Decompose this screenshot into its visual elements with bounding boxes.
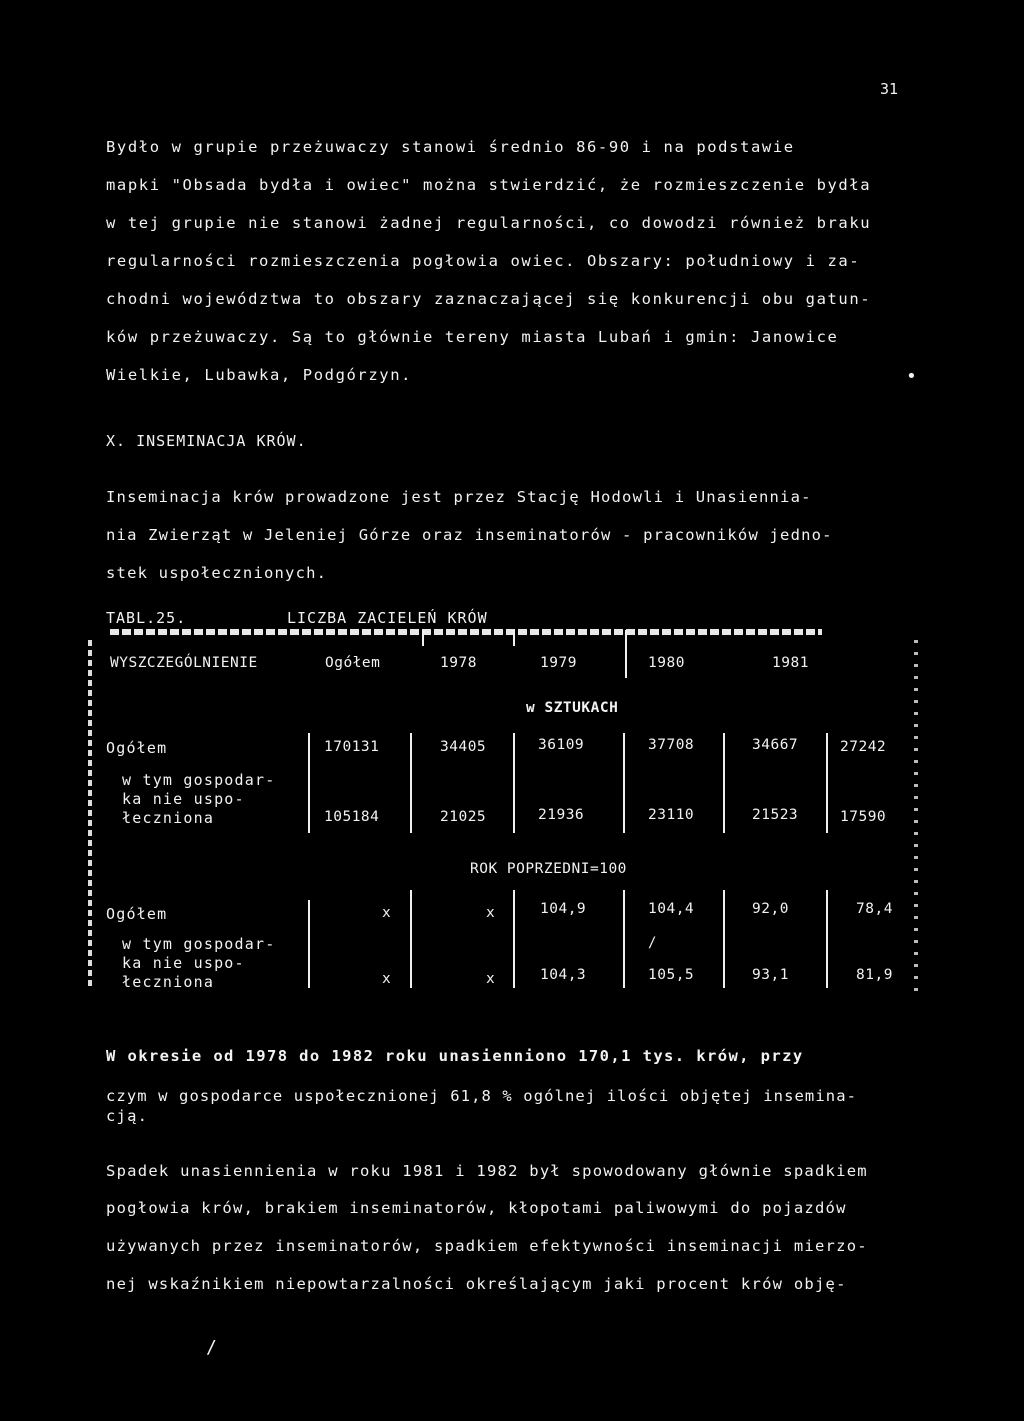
header-cell: Ogółem — [325, 655, 381, 671]
col-divider — [422, 630, 424, 646]
col-divider — [623, 890, 625, 988]
table-cell: 78,4 — [856, 901, 893, 917]
text-line: Bydło w grupie przeżuwaczy stanowi średnio 86-90 i na podstawie — [106, 138, 795, 156]
table-cell: 104,3 — [540, 967, 587, 983]
table-cell: x — [486, 971, 496, 987]
col-divider — [308, 900, 310, 988]
table-cell: 81,9 — [856, 967, 893, 983]
text-line: czym w gospodarce uspołecznionej 61,8 % ogólnej ilości objętej insemina- — [106, 1087, 858, 1105]
table-cell: 104,9 — [540, 901, 587, 917]
col-divider — [513, 630, 515, 646]
section-heading: X. INSEMINACJA KRÓW. — [106, 432, 307, 450]
row-label: Ogółem — [106, 739, 168, 757]
table-cell: 105184 — [324, 809, 380, 825]
table-cell: 34405 — [440, 739, 487, 755]
header-cell: 1980 — [648, 655, 685, 671]
col-divider — [513, 733, 515, 833]
text-line: ków przeżuwaczy. Są to głównie tereny miasta Lubań i gmin: Janowice — [106, 328, 839, 346]
table-cell: 37708 — [648, 737, 695, 753]
table-cell: 34667 — [752, 737, 799, 753]
header-cell: 1979 — [540, 655, 577, 671]
col-divider — [826, 890, 828, 988]
table-cell: x — [382, 971, 392, 987]
text-line: używanych przez inseminatorów, spadkiem efektywności inseminacji mierzo- — [106, 1237, 868, 1255]
col-divider — [410, 733, 412, 833]
row-label: łeczniona — [122, 973, 215, 991]
header-cell: WYSZCZEGÓLNIENIE — [110, 655, 258, 671]
text-line: w tej grupie nie stanowi żadnej regularności, co dowodzi również braku — [106, 214, 872, 232]
row-label: łeczniona — [122, 809, 215, 827]
text-line: regularności rozmieszczenia pogłowia owiec. Obszary: południowy i za- — [106, 252, 861, 270]
row-label: w tym gospodar- — [122, 771, 276, 789]
col-divider — [723, 733, 725, 833]
text-line: W okresie od 1978 do 1982 roku unasienniono 170,1 tys. krów, przy — [106, 1047, 804, 1065]
table-cell: 170131 — [324, 739, 380, 755]
table-cell: 105,5 — [648, 967, 695, 983]
col-divider — [623, 733, 625, 833]
stray-dot: • — [906, 366, 917, 387]
row-label: Ogółem — [106, 905, 168, 923]
unit-label: ROK POPRZEDNI=100 — [470, 861, 627, 877]
table-cell: 21523 — [752, 807, 799, 823]
text-line: Spadek unasiennienia w roku 1981 i 1982 był spowodowany głównie spadkiem — [106, 1162, 868, 1180]
table-cell: 104,4 — [648, 901, 695, 917]
col-divider — [723, 890, 725, 988]
table-cell: 23110 — [648, 807, 695, 823]
stray-mark: / — [206, 1337, 217, 1358]
table-top-rule — [110, 629, 822, 635]
text-line: chodni województwa to obszary zaznaczającej się konkurencji obu gatun- — [106, 290, 872, 308]
header-cell: 1978 — [440, 655, 477, 671]
text-line: stek uspołecznionych. — [106, 564, 328, 582]
text-line: nia Zwierząt w Jeleniej Górze oraz inseminatorów - pracowników jedno- — [106, 526, 833, 544]
page-number: 31 — [880, 80, 899, 98]
col-divider — [826, 733, 828, 833]
table-right-border — [914, 640, 918, 1000]
table-cell: x — [486, 905, 496, 921]
text-line: pogłowia krów, brakiem inseminatorów, kłopotami paliwowymi do pojazdów — [106, 1199, 847, 1217]
table-cell: x — [382, 905, 392, 921]
text-line: Inseminacja krów prowadzone jest przez Stację Hodowli i Unasiennia- — [106, 488, 812, 506]
table-cell: 17590 — [840, 809, 887, 825]
row-label: ka nie uspo- — [122, 954, 245, 972]
table-cell: 93,1 — [752, 967, 789, 983]
table-cell: 21025 — [440, 809, 487, 825]
table-cell: 92,0 — [752, 901, 789, 917]
stray-mark: / — [648, 935, 657, 951]
row-label: ka nie uspo- — [122, 790, 245, 808]
col-divider — [308, 733, 310, 833]
unit-label: w SZTUKACH — [526, 700, 619, 716]
table-cell: 36109 — [538, 737, 585, 753]
table-label: TABL.25. — [106, 609, 187, 627]
table-cell: 27242 — [840, 739, 887, 755]
text-line: Wielkie, Lubawka, Podgórzyn. — [106, 366, 413, 384]
col-divider — [625, 630, 627, 678]
text-line: nej wskaźnikiem niepowtarzalności określającym jaki procent krów obję- — [106, 1275, 847, 1293]
header-cell: 1981 — [772, 655, 809, 671]
col-divider — [410, 890, 412, 988]
col-divider — [513, 890, 515, 988]
table-cell: 21936 — [538, 807, 585, 823]
table-left-border — [88, 640, 92, 990]
row-label: w tym gospodar- — [122, 935, 276, 953]
table-title: LICZBA ZACIELEŃ KRÓW — [287, 609, 488, 627]
text-line: cją. — [106, 1107, 149, 1125]
text-line: mapki "Obsada bydła i owiec" można stwierdzić, że rozmieszczenie bydła — [106, 176, 872, 194]
